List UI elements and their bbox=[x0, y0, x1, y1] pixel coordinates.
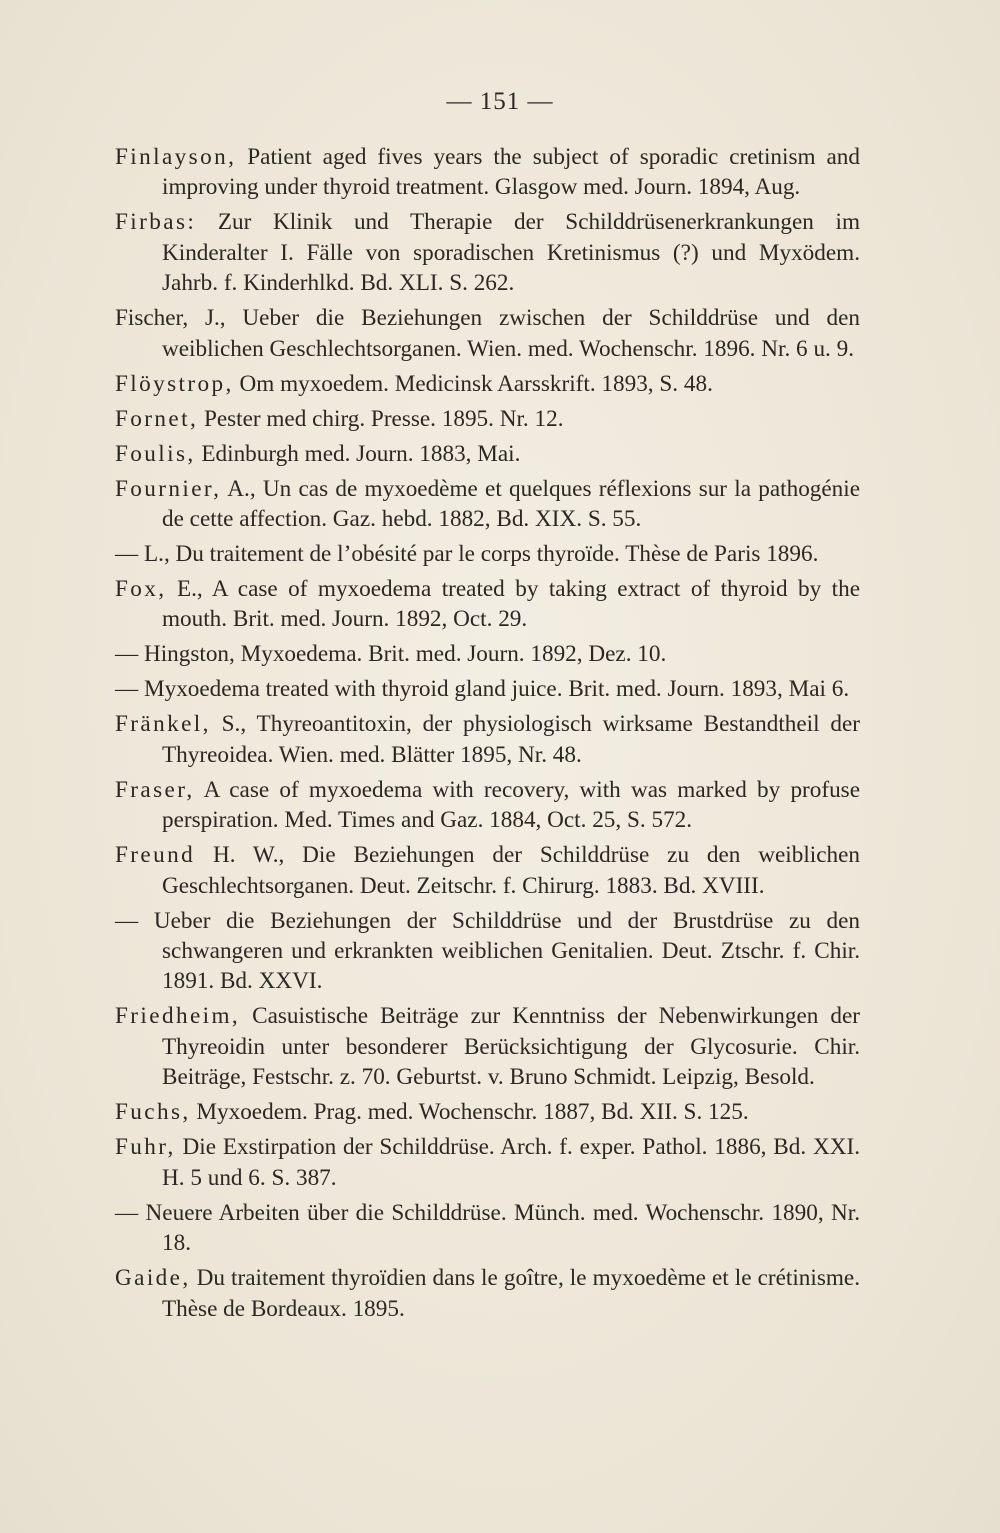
entry-author: Fox, bbox=[115, 576, 167, 603]
page-number: — 151 — bbox=[446, 88, 554, 115]
entry-author: Foulis, bbox=[115, 440, 196, 467]
entry-author: Finlayson, bbox=[115, 144, 237, 170]
bibliography-entry bbox=[115, 207, 860, 298]
entry-author: Fraser, bbox=[115, 776, 195, 803]
entry-author: Gaide, bbox=[115, 1265, 191, 1292]
entry-text: S., Thyreoantitoxin, der physiologisch wirksame Bestandtheil der Thyreoidea. Wien. med. Blätter 1895, Nr. 48. bbox=[162, 711, 860, 768]
entry-author: Freund bbox=[115, 842, 196, 869]
entry-author: Flöystrop, bbox=[115, 370, 234, 397]
entry-text: E., A case of myxoedema treated by taking extract of thyroid by the mouth. Brit. med. Journ. 1892, Oct. 29. bbox=[162, 576, 860, 633]
bibliography-entry bbox=[115, 439, 860, 469]
entry-text: — Myxoedema treated with thyroid gland juice. Brit. med. Journ. 1893, Mai 6. bbox=[115, 676, 850, 703]
entry-author: Fränkel, bbox=[115, 711, 211, 738]
entry-text: Casuistische Beiträge zur Kenntniss der Nebenwirkungen der Thyreoidin unter besonderer Berücksichtigung der Glycosurie. Chir. Beiträge, Festschr. z. 70. Geburtst. v. Bruno Schmidt. Leipzig, Besold. bbox=[162, 1003, 860, 1091]
entry-author: Fuchs, bbox=[115, 1099, 191, 1126]
entry-text: Edinburgh med. Journ. 1883, Mai. bbox=[195, 440, 521, 467]
bibliography-entry bbox=[115, 1263, 860, 1324]
entry-text: Die Exstirpation der Schilddrüse. Arch. f. exper. Pathol. 1886, Bd. XXI. H. 5 und 6. S. 387. bbox=[162, 1134, 860, 1191]
bibliography-entry bbox=[115, 404, 860, 434]
entry-text: H. W., Die Beziehungen der Schilddrüse zu den weiblichen Geschlechtsorganen. Deut. Zeitschr. f. Chirurg. 1883. Bd. XVIII. bbox=[162, 842, 860, 899]
bibliography-entry bbox=[115, 639, 860, 669]
bibliography-entry bbox=[115, 303, 860, 364]
entry-author: Fuhr, bbox=[115, 1134, 176, 1161]
bibliography-entry bbox=[115, 369, 860, 399]
bibliography-entry bbox=[115, 840, 860, 901]
entry-text: Zur Klinik und Therapie der Schilddrüsenerkrankungen im Kinderalter I. Fälle von sporadischen Kretinismus (?) und Myxödem. Jahrb. f. Kinderhlkd. Bd. XLI. S. 262. bbox=[162, 209, 860, 297]
entry-text: Pester med chirg. Presse. 1895. Nr. 12. bbox=[198, 405, 564, 432]
entry-text: A., Un cas de myxoedème et quelques réflexions sur la pathogénie de cette affection. Gaz. hebd. 1882, Bd. XIX. S. 55. bbox=[162, 475, 860, 533]
bibliography-entry bbox=[115, 1001, 860, 1092]
bibliography-entry bbox=[115, 1198, 860, 1259]
bibliography-entry bbox=[115, 906, 860, 997]
entry-text: Om myxoedem. Medicinsk Aarsskrift. 1893, S. 48. bbox=[233, 370, 713, 397]
entry-text: — Hingston, Myxoedema. Brit. med. Journ. 1892, Dez. 10. bbox=[115, 641, 667, 668]
entry-text: A case of myxoedema with recovery, with was marked by profuse perspiration. Med. Times and Gaz. 1884, Oct. 25, S. 572. bbox=[162, 776, 860, 834]
entry-author: Friedheim, bbox=[115, 1003, 241, 1030]
entry-text: Fischer, J., Ueber die Beziehungen zwischen der Schilddrüse und den weiblichen Geschlechtsorganen. Wien. med. Wochenschr. 1896. Nr. 6 u. 9. bbox=[115, 305, 860, 362]
entry-text: — L., Du traitement de l’obésité par le corps thyroïde. Thèse de Paris 1896. bbox=[115, 541, 819, 568]
entry-text: — Neuere Arbeiten über die Schilddrüse. Münch. med. Wochenschr. 1890, Nr. 18. bbox=[115, 1199, 860, 1257]
bibliography-entry bbox=[115, 709, 860, 770]
bibliography-entry bbox=[115, 1097, 860, 1127]
bibliography-entry bbox=[115, 474, 860, 535]
bibliography-entry bbox=[115, 775, 860, 836]
bibliography-entry bbox=[115, 574, 860, 635]
entry-author: Fornet, bbox=[115, 405, 199, 432]
entry-text: Myxoedem. Prag. med. Wochenschr. 1887, Bd. XII. S. 125. bbox=[190, 1099, 749, 1126]
entry-text: — Ueber die Beziehungen der Schilddrüse und der Brustdrüse zu den schwangeren und erkrankten weiblichen Genitalien. Deut. Ztschr. f. Chir. 1891. Bd. XXVI. bbox=[115, 907, 860, 995]
bibliography-entry bbox=[115, 674, 860, 704]
entry-text: Du traitement thyroïdien dans le goître, le myxoedème et le crétinisme. Thèse de Bordeaux. 1895. bbox=[162, 1265, 860, 1322]
bibliography-list bbox=[115, 142, 860, 1329]
entry-text: Patient aged fives years the subject of sporadic cretinism and improving under thyroid treatment. Glasgow med. Journ. 1894, Aug. bbox=[162, 144, 860, 201]
entry-author: Firbas: bbox=[115, 209, 197, 236]
bibliography-entry bbox=[115, 539, 860, 569]
bibliography-entry bbox=[115, 1132, 860, 1193]
bibliography-entry bbox=[115, 142, 860, 203]
entry-author: Fournier, bbox=[115, 475, 222, 502]
